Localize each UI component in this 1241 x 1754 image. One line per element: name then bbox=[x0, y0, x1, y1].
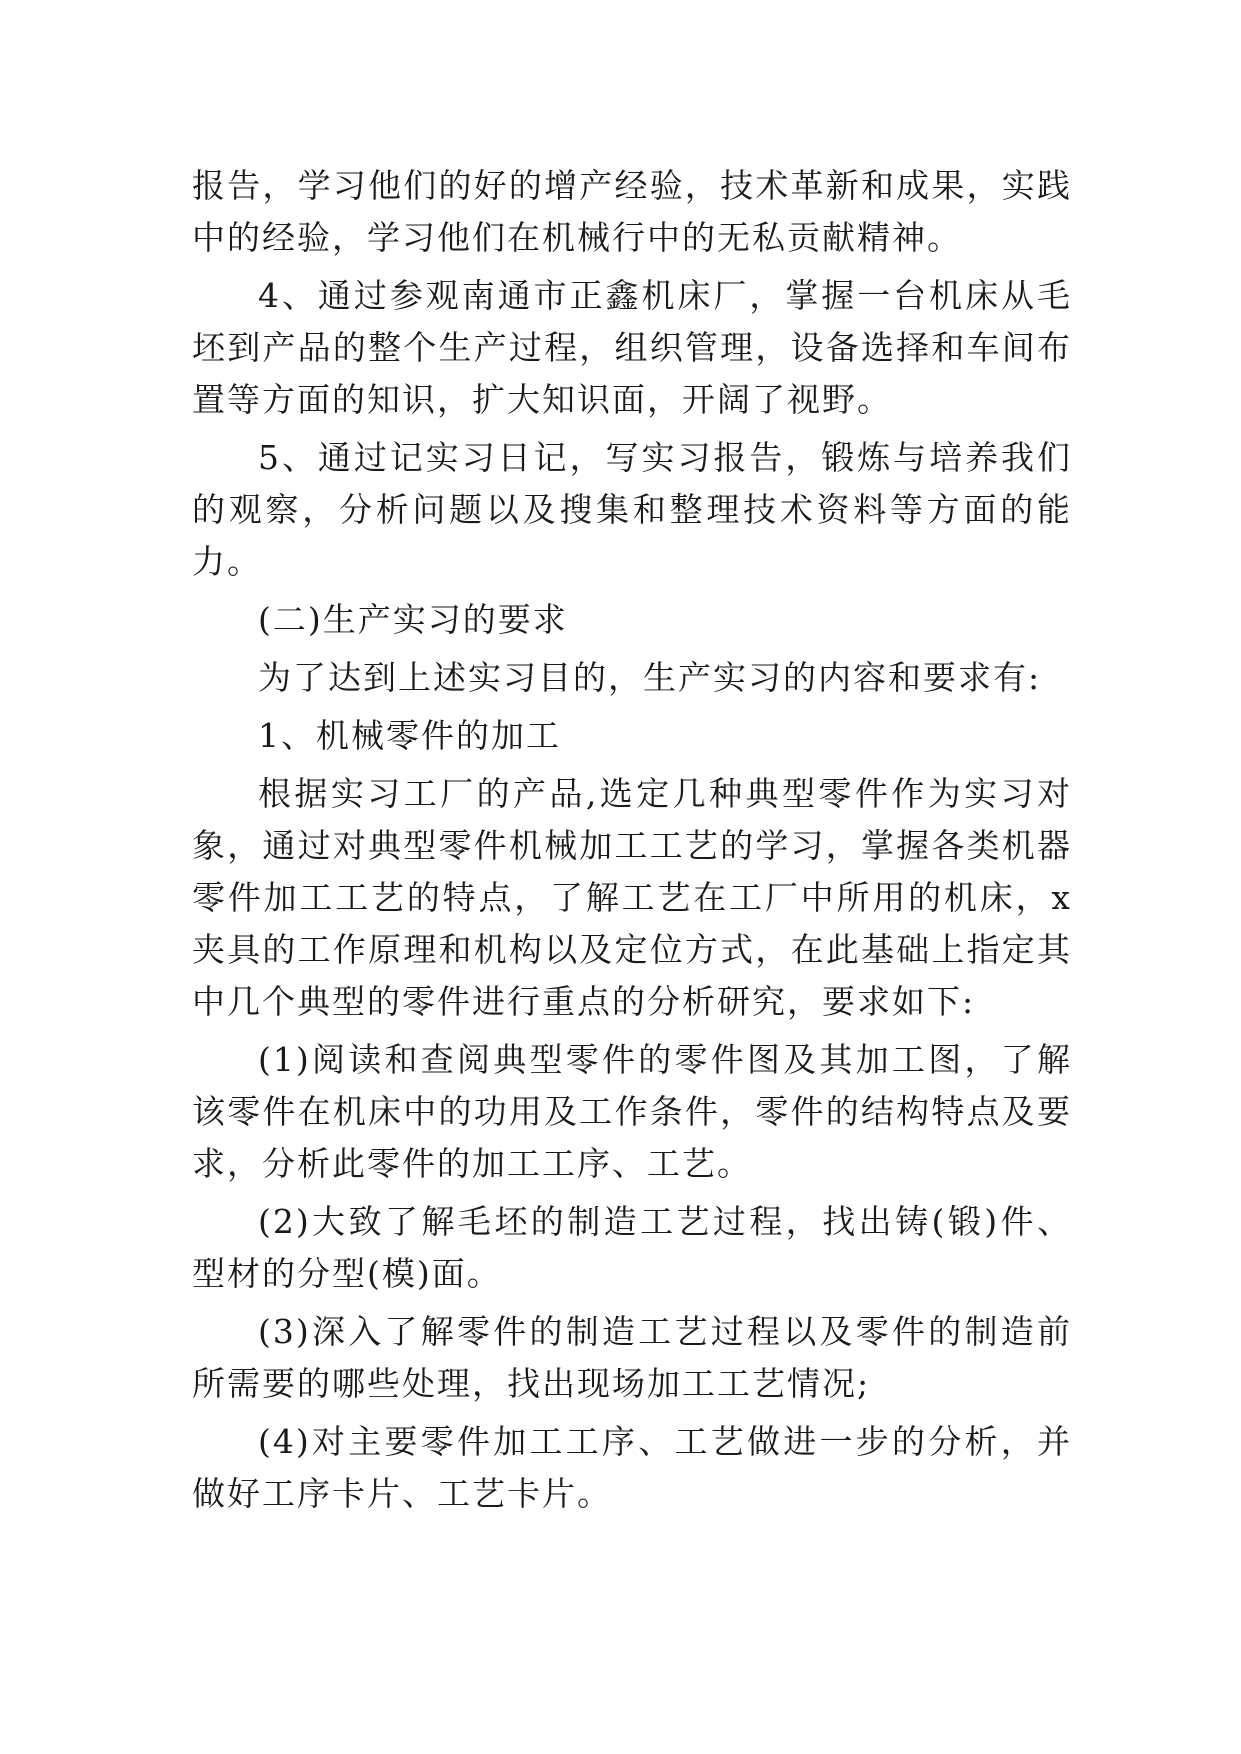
requirement-3: (3)深入了解零件的制造工艺过程以及零件的制造前所需要的哪些处理，找出现场加工工艺情况; bbox=[192, 1312, 1072, 1403]
requirement-2: (2)大致了解毛坯的制造工艺过程，找出铸(锻)件、型材的分型(模)面。 bbox=[192, 1202, 1072, 1293]
subheading-machining: 1、机械零件的加工 bbox=[258, 716, 561, 755]
body-text bbox=[192, 160, 1072, 1526]
requirement-4: (4)对主要零件加工工序、工艺做进一步的分析，并做好工序卡片、工艺卡片。 bbox=[192, 1422, 1072, 1513]
paragraph-machining: 根据实习工厂的产品,选定几种典型零件作为实习对象，通过对典型零件机械加工工艺的学习，掌握各类机器零件加工工艺的特点，了解工艺在工厂中所用的机床，x 夹具的工作原理和机构以及定位方式，在此基础上指定其中几个典型的零件进行重点的分析研究，要求如下: bbox=[192, 774, 1072, 1021]
paragraph-item-5: 5、通过记实习日记，写实习报告，锻炼与培养我们的观察，分析问题以及搜集和整理技术资料等方面的能力。 bbox=[192, 438, 1072, 581]
paragraph-continuation: 报告，学习他们的好的增产经验，技术革新和成果，实践中的经验，学习他们在机械行中的无私贡献精神。 bbox=[192, 166, 1072, 257]
paragraph-item-4: 4、通过参观南通市正鑫机床厂，掌握一台机床从毛坯到产品的整个生产过程，组织管理，设备选择和车间布置等方面的知识，扩大知识面，开阔了视野。 bbox=[192, 276, 1072, 419]
paragraph-intro: 为了达到上述实习目的，生产实习的内容和要求有: bbox=[258, 658, 1042, 697]
requirement-1: (1)阅读和查阅典型零件的零件图及其加工图，了解该零件在机床中的功用及工作条件，零件的结构特点及要求，分析此零件的加工工序、工艺。 bbox=[192, 1040, 1072, 1183]
section-heading-requirements: (二)生产实习的要求 bbox=[258, 600, 568, 639]
